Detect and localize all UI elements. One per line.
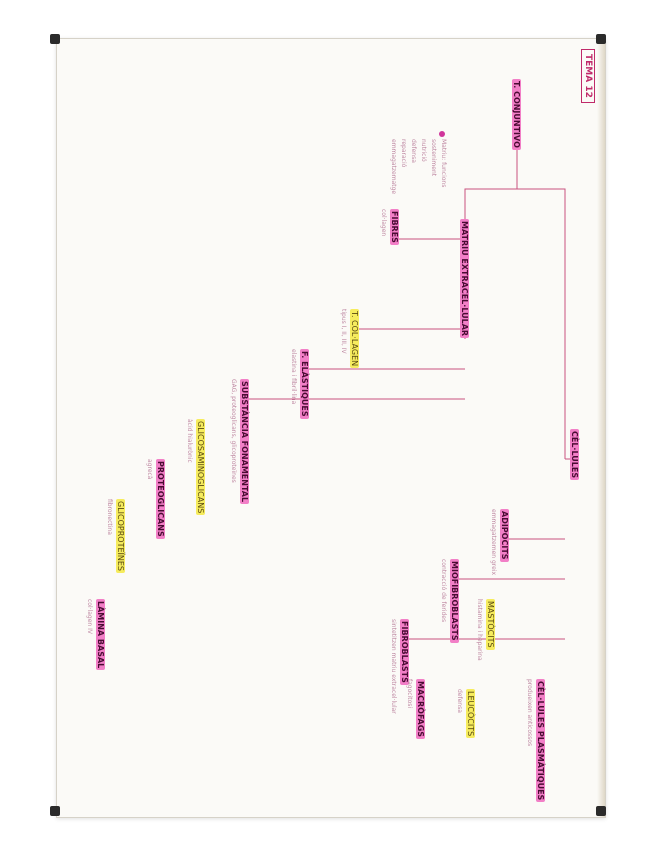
cells-myofibroblasts: MIOFIBROBLASTS: [450, 561, 459, 641]
cells-mast: MASTÒCITS: [486, 601, 495, 648]
note: elastina i fibril·lina: [290, 349, 297, 405]
note: sintetitzen matriu extracel·lular: [390, 619, 397, 714]
side-note: Matriu: funcions: [440, 139, 447, 188]
matrix-glycoproteins: GLICOPROTEÏNES: [116, 501, 125, 571]
rotated-sheet-content: [57, 39, 605, 817]
matrix-collagen: T. COL·LAGEN: [350, 311, 359, 367]
central-topic: T. CONJUNTIVO: [512, 81, 521, 148]
note: GAG, proteoglicans, glicoproteïnes: [230, 379, 237, 483]
side-note: defensa: [410, 139, 417, 163]
side-note: nutrició: [420, 139, 427, 162]
tack-icon: [596, 34, 606, 44]
note: col·lagen IV: [86, 599, 93, 634]
sheet-title: TEMA 12: [581, 49, 595, 103]
branch-matrix: MATRIU EXTRACEL·LULAR: [460, 221, 469, 337]
cells-leukocytes: LEUCÒCITS: [466, 691, 475, 737]
note: agrecà: [146, 459, 153, 480]
cells-macrophages: MACRÒFAGS: [416, 681, 425, 738]
tack-icon: [596, 806, 606, 816]
cells-adipocytes: ADIPOCITS: [500, 511, 509, 560]
note: emmagatzemen greix: [490, 509, 497, 576]
bullet-icon: [439, 131, 445, 137]
branch-cells: CÈL·LULES: [570, 431, 579, 479]
matrix-fibers: FIBRES: [390, 211, 399, 243]
side-note: emmagatzematge: [390, 139, 397, 195]
matrix-proteoglycans: PROTEOGLICANS: [156, 461, 165, 537]
cells-plasma: CÈL·LULES PLASMÀTIQUES: [536, 681, 545, 801]
note: produeixen anticossos: [526, 679, 533, 747]
note: àcid hialurònic: [186, 419, 193, 463]
matrix-gag: GLICOSAMINOGLICANS: [196, 421, 205, 514]
note: tipus I, II, III, IV: [340, 309, 347, 354]
tack-icon: [50, 806, 60, 816]
note: fibronectina: [106, 499, 113, 535]
mind-map-connectors: [57, 39, 605, 817]
note: defensa: [456, 689, 463, 713]
note: histamina i heparina: [476, 599, 483, 661]
side-note: reparació: [400, 139, 407, 168]
tack-icon: [50, 34, 60, 44]
note: col·lagen: [380, 209, 387, 237]
note: fagocitosi: [406, 679, 413, 709]
notes-sheet: [56, 38, 606, 818]
matrix-ground-substance: SUBSTÀNCIA FONAMENTAL: [240, 381, 249, 503]
side-note: sosteniment: [430, 139, 437, 177]
note: contracció de ferides: [440, 559, 447, 623]
matrix-elastic: F. ELÀSTIQUES: [300, 351, 309, 417]
cells-fibroblasts: FIBROBLASTS: [400, 621, 409, 683]
matrix-basal-lamina: LÀMINA BASAL: [96, 601, 105, 669]
